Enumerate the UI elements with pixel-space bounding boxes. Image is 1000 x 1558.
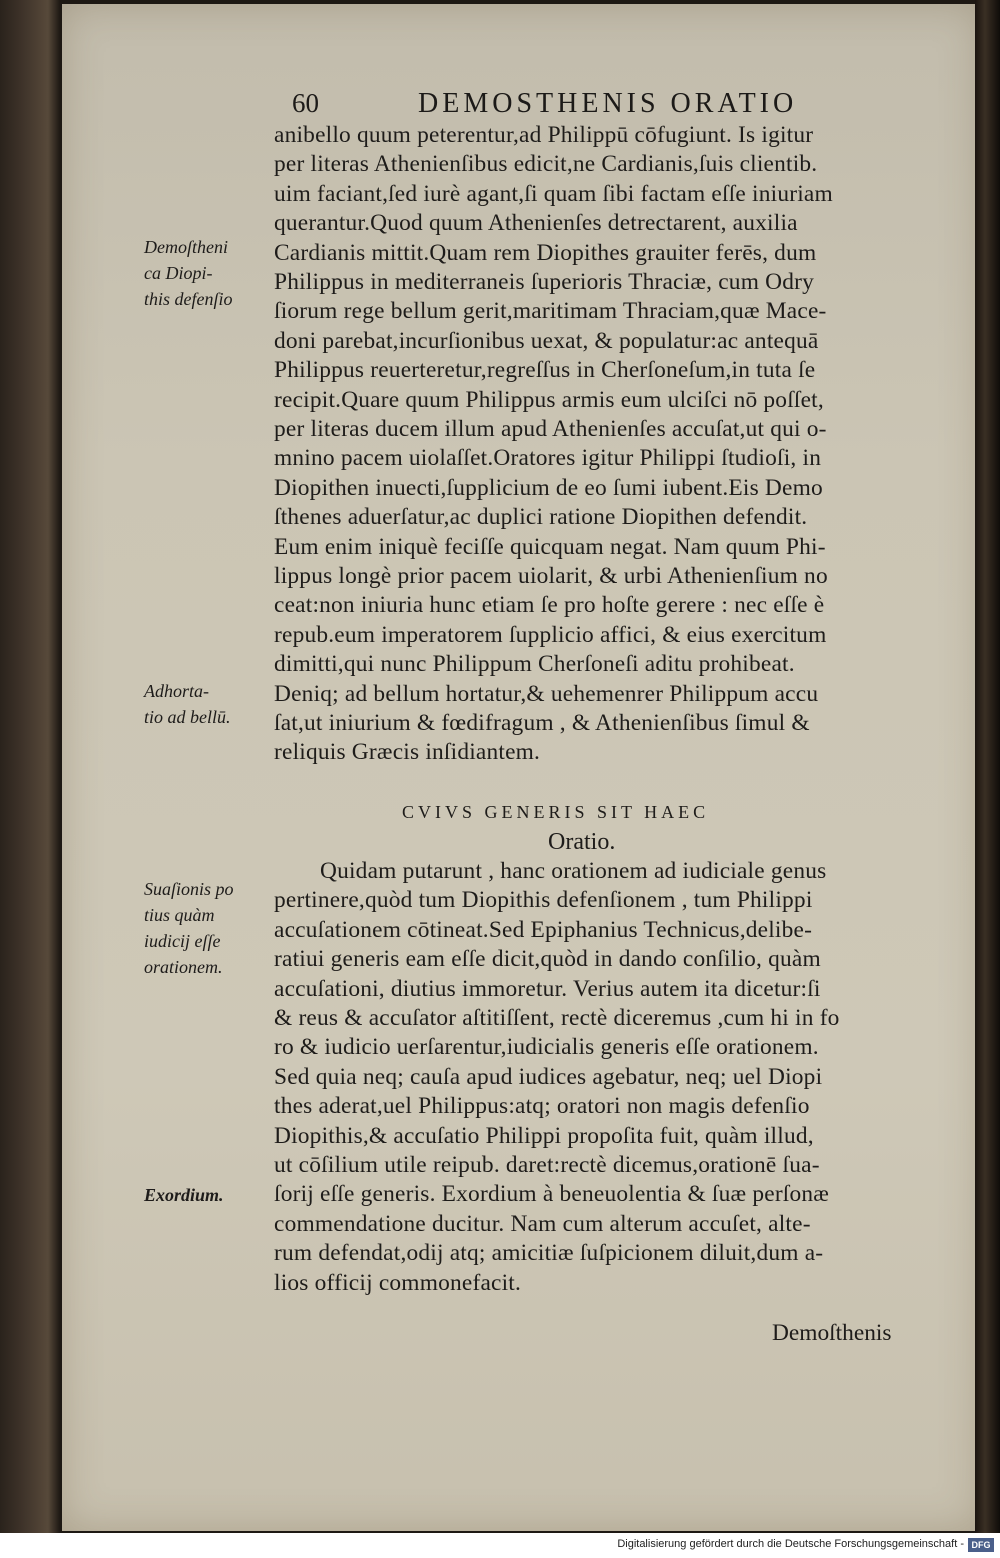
- text-line-content: ſorij eſſe generis. Exordium à beneuolentia & ſuæ perſonæ: [274, 1181, 830, 1208]
- margin-note-exordium: [144, 1182, 224, 1208]
- margin-note-line: Demoſtheni: [144, 237, 228, 257]
- margin-note-line: orationem.: [144, 957, 223, 977]
- text-line-content: & reus & accuſator aſtitiſſent, rectè diceremus ,cum hi in fo: [274, 1005, 840, 1031]
- margin-note-line: this defenſio: [144, 289, 233, 309]
- text-line-content: per literas Athenienſibus edicit,ne Cardianis,ſuis clientib.: [274, 151, 818, 178]
- margin-note-exhortation: [144, 678, 231, 730]
- text-line-content: querantur.Quod quum Athenienſes detrectarent, auxilia: [274, 210, 798, 237]
- text-line-content: ſiorum rege bellum gerit,maritimam Thraciam,quæ Mace-: [274, 298, 827, 325]
- text-line-content: mnino pacem uiolaſſet.Oratores igitur Philippi ſtudioſi, in: [274, 445, 822, 472]
- page-edge: [975, 0, 1000, 1533]
- section-heading: CVIVS GENERIS SIT HAEC: [402, 802, 710, 822]
- margin-note-line: Exordium.: [144, 1185, 224, 1205]
- text-line-content: thes aderat,uel Philippus:atq; oratori non magis defenſio: [274, 1093, 810, 1120]
- dfg-logo: DFG: [968, 1538, 994, 1552]
- footer-bar: [0, 1533, 1000, 1558]
- text-line-content: Philippus in mediterraneis ſuperioris Thraciæ, cum Odry: [274, 269, 815, 295]
- page-number: 60: [292, 88, 319, 118]
- margin-note-line: tius quàm: [144, 905, 215, 925]
- text-line-content: Sed quia neq; cauſa apud iudices agebatur, neq; uel Diopi: [274, 1063, 823, 1090]
- text-line-content: accuſationem cōtineat.Sed Epiphanius Technicus,delibe-: [274, 916, 813, 943]
- text-line-content: reliquis Græcis inſidiantem.: [274, 739, 541, 766]
- text-line-content: anibello quum peterentur,ad Philippū cōfugiunt. Is igitur: [274, 122, 814, 148]
- margin-note-line: Adhorta-: [144, 681, 209, 701]
- text-line-content: ro & iudicio uerſarentur,iudicialis generis eſſe orationem.: [274, 1034, 819, 1061]
- text-line-content: uim faciant,ſed iurè agant,ſi quam ſibi factam eſſe iniuriam: [274, 180, 833, 207]
- text-line-content: ut cōſilium utile reipub. daret:rectè dicemus,orationē ſua-: [274, 1152, 820, 1178]
- text-line-content: Eum enim iniquè feciſſe quicquam negat. Nam quum Phi-: [274, 533, 826, 560]
- text-line-content: commendatione ducitur. Nam cum alterum accuſet, alte-: [274, 1210, 811, 1237]
- text-line-content: doni parebat,incurſionibus uexat, & populatur:ac antequā: [274, 327, 819, 354]
- section-subheading: Oratio.: [548, 829, 616, 855]
- text-line-content: lios officij commonefacit.: [274, 1269, 522, 1296]
- text-line-content: recipit.Quare quum Philippus armis eum ulciſci nō poſſet,: [274, 386, 824, 413]
- text-line-content: dimitti,qui nunc Philippum Cherſoneſi aditu prohibeat.: [274, 651, 795, 678]
- footer-credit: Digitalisierung gefördert durch die Deutsche Forschungsgemeinschaft -: [617, 1538, 964, 1550]
- margin-note-line: iudicij eſſe: [144, 931, 221, 951]
- text-line-content: repub.eum imperatorem ſupplicio affici, & eius exercitum: [274, 621, 827, 648]
- text-line-content: Diopithen inuecti,ſupplicium de eo ſumi iubent.Eis Demo: [274, 474, 823, 501]
- text-line-content: Philippus reuerteretur,regreſſus in Cherſoneſum,in tuta ſe: [274, 357, 816, 384]
- text-line-content: ſat,ut iniurium & fœdifragum , & Athenienſibus ſimul &: [274, 710, 810, 736]
- margin-note-line: Suaſionis po: [144, 879, 234, 899]
- running-title: DEMOSTHENIS ORATIO: [418, 88, 798, 119]
- text-line-content: ceat:non iniuria hunc etiam ſe pro hoſte gerere : nec eſſe è: [274, 592, 825, 619]
- text-line-content: ſthenes aduerſatur,ac duplici ratione Diopithen defendit.: [274, 504, 808, 531]
- text-line-content: rum defendat,odij atq; amicitiæ ſuſpicionem diluit,dum a-: [274, 1240, 824, 1267]
- text-line-content: Deniq; ad bellum hortatur,& uehemenrer Philippum accu: [274, 680, 819, 707]
- margin-note-line: tio ad bellū.: [144, 707, 231, 727]
- text-line-content: Quidam putarunt , hanc orationem ad iudiciale genus: [320, 858, 827, 884]
- margin-note-defense: [144, 234, 233, 312]
- margin-note-genre: [144, 876, 234, 980]
- text-line-content: Diopithis,& accuſatio Philippi propoſita fuit, quàm illud,: [274, 1122, 814, 1149]
- text-line-content: accuſationi, diutius immoretur. Verius autem ita dicetur:ſi: [274, 975, 821, 1002]
- margin-note-line: ca Diopi-: [144, 263, 213, 283]
- text-line-content: pertinere,quòd tum Diopithis defenſionem , tum Philippi: [274, 887, 813, 914]
- text-line-content: lippus longè prior pacem uiolarit, & urbi Athenienſium no: [274, 563, 828, 589]
- text-line-content: per literas ducem illum apud Athenienſes accuſat,ut qui o-: [274, 416, 827, 442]
- text-line-content: ratiui generis eam eſſe dicit,quòd in dando conſilio, quàm: [274, 946, 821, 973]
- text-line-content: Cardianis mittit.Quam rem Diopithes grauiter ferēs, dum: [274, 239, 817, 266]
- catchword: Demoſthenis: [772, 1320, 892, 1346]
